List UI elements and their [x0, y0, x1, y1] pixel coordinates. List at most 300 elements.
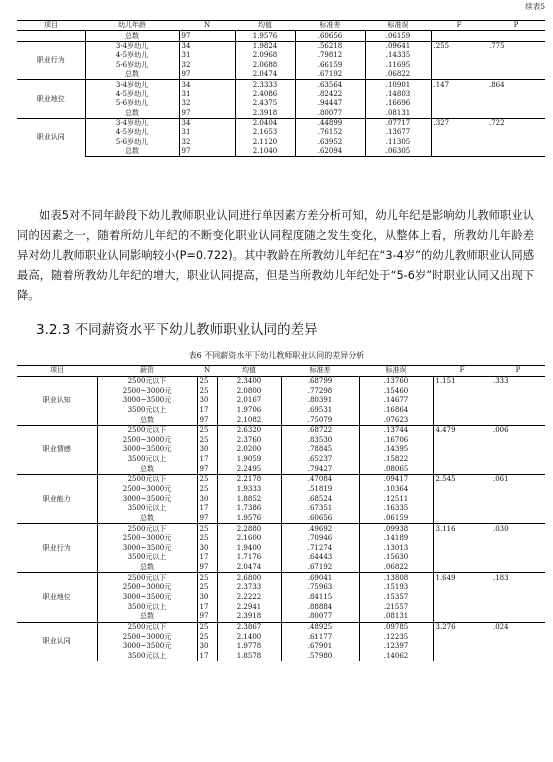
sd-cell: .49692 — [281, 524, 359, 534]
table-6 — [17, 365, 545, 661]
category-cell: 职业行为 — [17, 41, 85, 80]
sd-cell: .66159 — [295, 61, 365, 70]
f-value-cell — [433, 464, 491, 474]
mean-cell: 2.1600 — [217, 534, 281, 544]
se-cell: .13744 — [359, 425, 433, 435]
group-cell: 总数 — [85, 31, 179, 41]
se-cell: .13677 — [365, 128, 431, 137]
mean-cell: 2.0200 — [217, 445, 281, 455]
p-value-cell — [487, 61, 545, 70]
p-value-cell — [487, 109, 545, 119]
table-row — [17, 632, 545, 642]
f-value-cell — [433, 534, 491, 544]
group-cell: 3500元以上 — [97, 455, 197, 465]
mean-cell: 2.4086 — [235, 90, 295, 99]
se-cell: .06159 — [365, 31, 431, 41]
mean-cell: 2.4375 — [235, 99, 295, 108]
se-cell: .15193 — [359, 583, 433, 593]
sd-cell: .60656 — [281, 514, 359, 524]
mean-cell: 2.0968 — [235, 51, 295, 60]
table-5 — [17, 20, 545, 157]
table-row — [17, 70, 545, 80]
f-value-cell — [433, 583, 491, 593]
f-value-cell — [433, 652, 491, 662]
f-value-cell — [433, 514, 491, 524]
mean-cell: 1.9824 — [235, 41, 295, 51]
mean-cell: 2.2495 — [217, 464, 281, 474]
mean-cell: 2.0404 — [235, 118, 295, 128]
header-cell: P — [487, 21, 545, 31]
n-cell: 30 — [197, 396, 217, 406]
n-cell: 97 — [179, 147, 235, 157]
f-value-cell — [431, 109, 487, 119]
n-cell: 97 — [197, 464, 217, 474]
n-cell: 25 — [197, 583, 217, 593]
p-value-cell — [487, 51, 545, 60]
p-value-cell — [491, 652, 545, 662]
group-cell: 3-4岁幼儿 — [85, 41, 179, 51]
table-row — [17, 563, 545, 573]
table-row — [17, 41, 545, 51]
group-cell: 3500元以上 — [97, 652, 197, 662]
se-cell: .06159 — [359, 514, 433, 524]
se-cell: .11305 — [365, 138, 431, 147]
sd-cell: .79812 — [295, 51, 365, 60]
table-row — [17, 514, 545, 524]
p-value-cell — [491, 386, 545, 396]
header-cell: P — [491, 366, 545, 377]
category-cell — [17, 31, 85, 41]
n-cell: 25 — [197, 524, 217, 534]
f-value-cell: 3.276 — [433, 622, 491, 632]
sd-cell: .71274 — [281, 544, 359, 554]
header-cell: 幼儿年龄 — [85, 21, 179, 31]
category-cell: 职业行为 — [17, 524, 97, 573]
table-row — [17, 386, 545, 396]
se-cell: .12511 — [359, 494, 433, 504]
f-value-cell — [431, 31, 487, 41]
mean-cell: 2.0167 — [217, 396, 281, 406]
se-cell: .06822 — [365, 70, 431, 80]
se-cell: .10364 — [359, 485, 433, 495]
table-row — [17, 464, 545, 474]
mean-cell: 2.3918 — [235, 109, 295, 119]
se-cell: .08065 — [359, 464, 433, 474]
group-cell: 3000~3500元 — [97, 396, 197, 406]
n-cell: 97 — [197, 514, 217, 524]
se-cell: .10901 — [365, 80, 431, 90]
sd-cell: .68799 — [281, 376, 359, 386]
header-cell: 薪资 — [97, 366, 197, 377]
p-value-cell — [487, 138, 545, 147]
mean-cell: 2.1400 — [217, 632, 281, 642]
p-value-cell: .864 — [487, 80, 545, 90]
table-row — [17, 573, 545, 583]
table-row — [17, 109, 545, 119]
p-value-cell — [491, 593, 545, 603]
sd-cell: .80077 — [295, 109, 365, 119]
mean-cell: 2.3333 — [235, 80, 295, 90]
mean-cell: 2.3918 — [217, 612, 281, 622]
table-row — [17, 99, 545, 108]
p-value-cell — [487, 31, 545, 41]
table-row — [17, 128, 545, 137]
sd-cell: .47084 — [281, 475, 359, 485]
sd-cell: .80077 — [281, 612, 359, 622]
table-row — [17, 534, 545, 544]
sd-cell: .64443 — [281, 553, 359, 563]
se-cell: .16864 — [359, 406, 433, 416]
group-cell: 总数 — [97, 514, 197, 524]
f-value-cell: .147 — [431, 80, 487, 90]
sd-cell: .60656 — [295, 31, 365, 41]
se-cell: .21557 — [359, 602, 433, 612]
p-value-cell — [487, 128, 545, 137]
p-value-cell: .722 — [487, 118, 545, 128]
p-value-cell — [487, 70, 545, 80]
n-cell: 31 — [179, 90, 235, 99]
header-cell: 项目 — [17, 366, 97, 377]
sd-cell: .68524 — [281, 494, 359, 504]
f-value-cell: 1.151 — [435, 376, 456, 385]
se-cell: .14803 — [365, 90, 431, 99]
n-cell: 25 — [197, 386, 217, 396]
f-value-cell: .255 — [431, 41, 487, 51]
se-cell: .07717 — [365, 118, 431, 128]
se-cell: .15822 — [359, 455, 433, 465]
table-row — [17, 118, 545, 128]
table-row — [17, 642, 545, 652]
header-cell: 均值 — [235, 21, 295, 31]
n-cell: 32 — [179, 138, 235, 147]
f-value-cell — [433, 544, 491, 554]
group-cell: 5-6岁幼儿 — [85, 138, 179, 147]
se-cell: .16696 — [365, 99, 431, 108]
n-cell: 17 — [197, 406, 217, 416]
p-value-cell — [491, 494, 545, 504]
n-cell: 31 — [179, 128, 235, 137]
group-cell: 2500~3000元 — [97, 485, 197, 495]
sd-cell: .79427 — [281, 464, 359, 474]
table-row — [17, 445, 545, 455]
sd-cell: .69531 — [281, 406, 359, 416]
mean-cell: 1.9059 — [217, 455, 281, 465]
p-value-cell: .006 — [491, 425, 545, 435]
table-row — [17, 622, 545, 632]
table-row — [17, 553, 545, 563]
mean-cell: 2.6800 — [217, 573, 281, 583]
sd-cell: .88884 — [281, 602, 359, 612]
table-row — [17, 612, 545, 622]
p-value-cell — [491, 455, 545, 465]
table-row — [17, 583, 545, 593]
se-cell: .06305 — [365, 147, 431, 157]
f-value-cell — [433, 553, 491, 563]
group-cell: 3000~3500元 — [97, 642, 197, 652]
se-cell: .11695 — [365, 61, 431, 70]
sd-cell: .76152 — [295, 128, 365, 137]
group-cell: 2500~3000元 — [97, 583, 197, 593]
n-cell: 97 — [197, 612, 217, 622]
sd-cell: .77298 — [281, 386, 359, 396]
p-value-cell — [491, 435, 545, 445]
p-value-cell — [491, 485, 545, 495]
category-cell: 职业能力 — [17, 475, 97, 524]
sd-cell: .62094 — [295, 147, 365, 157]
table-row — [17, 376, 545, 386]
section-heading: 3.2.3 不同薪资水平下幼儿教师职业认同的差异 — [36, 322, 318, 338]
mean-cell: 2.1040 — [235, 147, 295, 157]
n-cell: 97 — [179, 109, 235, 119]
mean-cell: 2.6320 — [217, 425, 281, 435]
mean-cell: 2.3400 — [217, 376, 281, 386]
p-value-cell: .183 — [491, 573, 545, 583]
f-value-cell — [433, 612, 491, 622]
p-value-cell — [491, 632, 545, 642]
se-cell: .06822 — [359, 563, 433, 573]
p-value-cell — [491, 406, 545, 416]
sd-cell: .48925 — [281, 622, 359, 632]
group-cell: 5-6岁幼儿 — [85, 61, 179, 70]
p-value-cell: .775 — [487, 41, 545, 51]
table-row — [17, 494, 545, 504]
table-row — [17, 475, 545, 485]
mean-cell: 2.1082 — [217, 415, 281, 425]
se-cell: .12397 — [359, 642, 433, 652]
table-row — [17, 138, 545, 147]
se-cell: .14062 — [359, 652, 433, 662]
se-cell: .12235 — [359, 632, 433, 642]
n-cell: 97 — [197, 415, 217, 425]
sd-cell: .80391 — [281, 396, 359, 406]
header-cell: 标准差 — [281, 366, 359, 377]
sd-cell: .51819 — [281, 485, 359, 495]
mean-cell: 2.3760 — [217, 435, 281, 445]
group-cell: 2500~3000元 — [97, 632, 197, 642]
mean-cell: 2.2222 — [217, 593, 281, 603]
n-cell: 25 — [197, 376, 217, 386]
f-value-cell — [431, 138, 487, 147]
n-cell: 34 — [179, 41, 235, 51]
group-cell: 2500~3000元 — [97, 435, 197, 445]
f-value-cell: 4.479 — [433, 425, 491, 435]
f-value-cell — [433, 445, 491, 455]
se-cell: .15460 — [359, 386, 433, 396]
group-cell: 3500元以上 — [97, 602, 197, 612]
p-value-cell — [491, 544, 545, 554]
n-cell: 17 — [197, 553, 217, 563]
group-cell: 3-4岁幼儿 — [85, 80, 179, 90]
f-value-cell — [431, 99, 487, 108]
sd-cell: .63564 — [295, 80, 365, 90]
sd-cell: .56218 — [295, 41, 365, 51]
mean-cell: 2.2941 — [217, 602, 281, 612]
group-cell: 总数 — [85, 70, 179, 80]
group-cell: 总数 — [85, 109, 179, 119]
header-cell: 标准误 — [359, 366, 433, 377]
sd-cell: .82422 — [295, 90, 365, 99]
f-value-cell — [433, 435, 491, 445]
group-cell: 2500元以下 — [97, 425, 197, 435]
sd-cell: .63952 — [295, 138, 365, 147]
se-cell: .09938 — [359, 524, 433, 534]
f-value-cell — [433, 386, 491, 396]
group-cell: 总数 — [97, 464, 197, 474]
f-value-cell — [433, 396, 491, 406]
header-cell: N — [179, 21, 235, 31]
se-cell: .14189 — [359, 534, 433, 544]
mean-cell: 2.0474 — [235, 70, 295, 80]
p-value-cell — [491, 504, 545, 514]
n-cell: 30 — [197, 445, 217, 455]
group-cell: 2500~3000元 — [97, 534, 197, 544]
se-cell: .13760 — [359, 376, 433, 386]
table-row — [17, 455, 545, 465]
se-cell: .16706 — [359, 435, 433, 445]
f-value-cell: 3.116 — [433, 524, 491, 534]
sd-cell: .67192 — [281, 563, 359, 573]
n-cell: 25 — [197, 425, 217, 435]
category-cell: 职业认同 — [17, 118, 85, 157]
f-value-cell — [431, 128, 487, 137]
sd-cell: .84115 — [281, 593, 359, 603]
p-value-cell — [491, 514, 545, 524]
se-cell: .14335 — [365, 51, 431, 60]
mean-cell: 2.0688 — [235, 61, 295, 70]
n-cell: 34 — [179, 118, 235, 128]
p-value-cell — [487, 99, 545, 108]
table-caption: 表6 不同薪资水平下幼儿教师职业认同的差异分析 — [188, 351, 365, 360]
table-row — [17, 51, 545, 60]
sd-cell: .75079 — [281, 415, 359, 425]
se-cell: .09641 — [365, 41, 431, 51]
n-cell: 32 — [179, 61, 235, 70]
p-value-cell: .333 — [493, 376, 509, 385]
group-cell: 3000~3500元 — [97, 494, 197, 504]
mean-cell: 1.9576 — [217, 514, 281, 524]
table-row — [17, 31, 545, 41]
n-cell: 25 — [197, 435, 217, 445]
header-cell: 标准误 — [365, 21, 431, 31]
category-cell: 职业地位 — [17, 573, 97, 622]
sd-cell: .70946 — [281, 534, 359, 544]
mean-cell: 1.7176 — [217, 553, 281, 563]
body-paragraph: 如表5对不同年龄段下幼儿教师职业认同进行单因素方差分析可知，幼儿年纪是影响幼儿教师职业认同的因素之一，随着所幼儿年纪的不断变化职业认同程度随之发生变化，从整体上看，所教幼儿年龄差异对幼儿教师职业认同影响较小(P=0.722)。其中教龄在所教幼儿年纪在“3-4岁”的幼儿教师职业认同感最高，随着所教幼儿年纪的增大，职业认同提高，但是当所教幼儿年纪处于“5-6岁”时职业认同又出现下降。 — [17, 209, 534, 302]
p-value-cell — [491, 553, 545, 563]
sd-cell: .57980 — [281, 652, 359, 662]
mean-cell: 1.7386 — [217, 504, 281, 514]
sd-cell: .78845 — [281, 445, 359, 455]
group-cell: 3500元以上 — [97, 553, 197, 563]
se-cell: .09785 — [359, 622, 433, 632]
sd-cell: .75963 — [281, 583, 359, 593]
n-cell: 97 — [179, 31, 235, 41]
header-cell: F — [431, 21, 487, 31]
category-cell: 职业情感 — [17, 425, 97, 474]
n-cell: 17 — [197, 504, 217, 514]
mean-cell: 1.9778 — [217, 642, 281, 652]
header-cell: 均值 — [217, 366, 281, 377]
mean-cell: 2.2178 — [217, 475, 281, 485]
mean-cell: 2.0800 — [217, 386, 281, 396]
table-row — [17, 61, 545, 70]
sd-cell: .61177 — [281, 632, 359, 642]
sd-cell: .67901 — [281, 642, 359, 652]
n-cell: 25 — [197, 485, 217, 495]
group-cell: 4-5岁幼儿 — [85, 128, 179, 137]
se-cell: .14395 — [359, 445, 433, 455]
se-cell: .14677 — [359, 396, 433, 406]
f-value-cell — [433, 563, 491, 573]
sd-cell: .94447 — [295, 99, 365, 108]
f-value-cell — [431, 147, 487, 157]
p-value-cell — [487, 90, 545, 99]
group-cell: 2500~3000元 — [97, 386, 197, 396]
table-row — [17, 504, 545, 514]
f-value-cell — [433, 632, 491, 642]
table-row — [17, 544, 545, 554]
table-row — [17, 652, 545, 662]
group-cell: 2500元以下 — [97, 475, 197, 485]
mean-cell: 1.9333 — [217, 485, 281, 495]
n-cell: 25 — [197, 534, 217, 544]
table-row — [17, 435, 545, 445]
header-cell: 项目 — [17, 21, 85, 31]
group-cell: 总数 — [97, 563, 197, 573]
group-cell: 3000~3500元 — [97, 593, 197, 603]
category-cell: 职业认知 — [17, 376, 97, 425]
f-value-cell: 1.649 — [433, 573, 491, 583]
mean-cell: 2.3867 — [217, 622, 281, 632]
sd-cell: .68722 — [281, 425, 359, 435]
group-cell: 3000~3500元 — [97, 445, 197, 455]
n-cell: 17 — [197, 455, 217, 465]
mean-cell: 2.1120 — [235, 138, 295, 147]
category-cell: 职业认同 — [17, 622, 97, 661]
mean-cell: 1.9400 — [217, 544, 281, 554]
table-row — [17, 524, 545, 534]
n-cell: 32 — [179, 99, 235, 108]
mean-cell: 2.1653 — [235, 128, 295, 137]
mean-cell: 2.0474 — [217, 563, 281, 573]
table-row — [17, 593, 545, 603]
mean-cell: 2.3733 — [217, 583, 281, 593]
group-cell: 3-4岁幼儿 — [85, 118, 179, 128]
f-value-cell — [431, 51, 487, 60]
n-cell: 97 — [197, 563, 217, 573]
n-cell: 25 — [197, 475, 217, 485]
group-cell: 2500元以下 — [97, 524, 197, 534]
f-value-cell — [433, 455, 491, 465]
n-cell: 34 — [179, 80, 235, 90]
p-value-cell — [491, 612, 545, 622]
sd-cell: .69041 — [281, 573, 359, 583]
n-cell: 17 — [197, 652, 217, 662]
se-cell: .08131 — [359, 612, 433, 622]
p-value-cell — [491, 445, 545, 455]
p-value-cell — [491, 415, 545, 425]
group-cell: 总数 — [97, 612, 197, 622]
group-cell: 2500元以下 — [97, 622, 197, 632]
p-value-cell: .024 — [491, 622, 545, 632]
se-cell: .09417 — [359, 475, 433, 485]
f-value-cell — [433, 415, 491, 425]
f-value-cell: .327 — [431, 118, 487, 128]
group-cell: 5-6岁幼儿 — [85, 99, 179, 108]
p-value-cell — [491, 583, 545, 593]
mean-cell: 1.9576 — [235, 31, 295, 41]
se-cell: .08131 — [365, 109, 431, 119]
